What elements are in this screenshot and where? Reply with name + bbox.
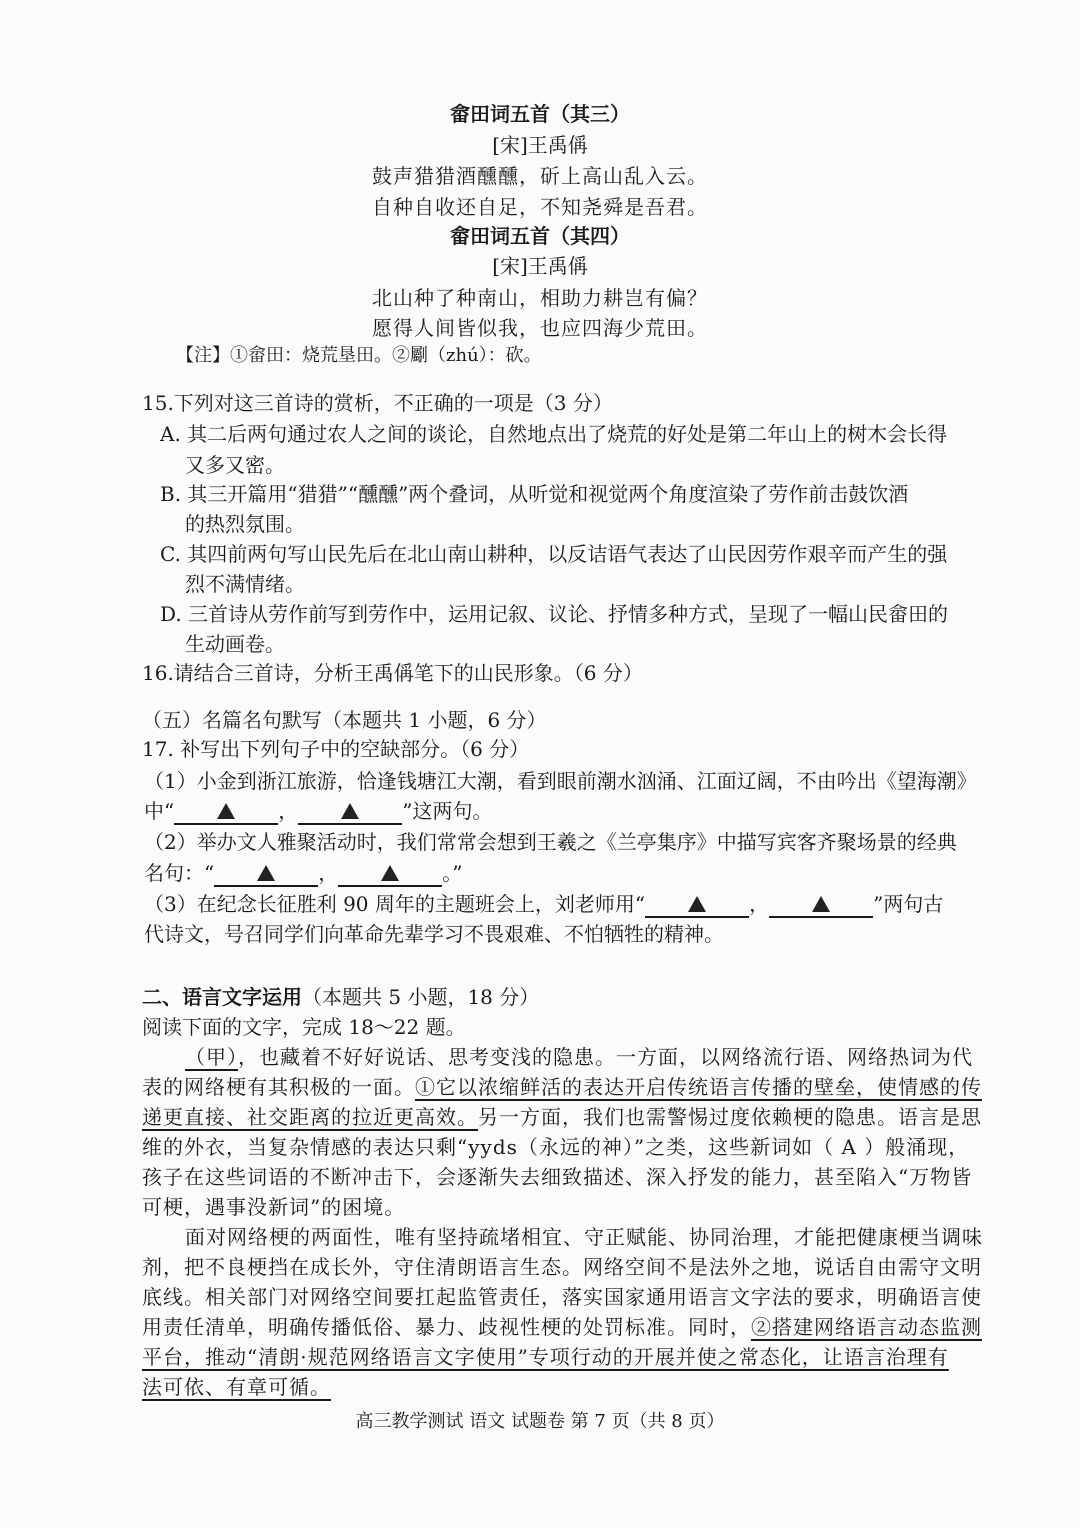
underlined-sentence-2-end: 法可依、有章可循。 [142,1375,331,1399]
triangle-icon [257,865,275,881]
q16-stem: 16.请结合三首诗，分析王禹偁笔下的山民形象。（6 分） [142,661,643,685]
q17-part1: （1）小金到浙江旅游，恰逢钱塘江大潮，看到眼前潮水汹涌、江面辽阔，不由吟出《望海潮》 [144,769,977,793]
poem3-line2: 自种自收还自足，不知尧舜是吾君。 [372,195,708,219]
passage-line-11 [142,1343,949,1371]
passage-line-10 [142,1313,982,1341]
q17-blank-1[interactable] [174,797,278,825]
passage-line-3 [142,1103,982,1131]
q15-option-b-cont: 的热烈氛围。 [185,512,305,536]
q15-option-b: B. 其三开篇用“猎猎”“醺醺”两个叠词，从听觉和视觉两个角度渲染了劳作前击鼓饮酒 [160,482,909,506]
poem3-line1: 鼓声猎猎酒醺醺，斫上高山乱入云。 [372,164,708,188]
passage-line-5: 孩子在这些词语的不断冲击下，会逐渐失去细致描述、深入抒发的能力，甚至陷入“万物皆 [142,1165,973,1189]
triangle-icon [217,803,235,819]
passage-line-2 [142,1073,982,1101]
q15-option-a-cont: 又多又密。 [185,453,285,477]
q17-part2-cont [144,859,462,887]
q17-part3 [144,890,943,918]
q15-option-c-cont: 烈不满情绪。 [185,572,305,596]
q17-blank-4[interactable] [338,859,442,887]
q17-comma-2: ， [318,861,339,885]
passage-blank-jia: （甲） [185,1045,238,1069]
underlined-sentence-1-cont: 递更直接、社交距离的拉近更高效。 [142,1105,478,1129]
underlined-sentence-2-cont: 平台，推动“清朗·规范网络语言文字使用”专项行动的开展并使之常态化，让语言治理有 [142,1345,949,1369]
q17-part3-prefix: （3）在纪念长征胜利 90 周年的主题班会上，刘老师用“ [144,892,646,916]
part2-heading [142,983,539,1011]
poem4-line1: 北山种了种南山，相助力耕岂有偏？ [372,286,708,310]
q17-blank-5[interactable] [645,890,749,918]
q17-blank-3[interactable] [214,859,318,887]
passage-line-3-text: 另一方面，我们也需警惕过度依赖梗的隐患。语言是思 [478,1105,982,1129]
q17-part2-prefix: 名句：“ [144,861,215,885]
passage-line-7: 面对网络梗的两面性，唯有坚持疏堵相宜、守正赋能、协同治理，才能把健康梗当调味 [185,1225,983,1249]
q17-stem: 17. 补写出下列句子中的空缺部分。（6 分） [142,737,530,761]
triangle-icon [341,803,359,819]
q15-option-c: C. 其四前两句写山民先后在北山南山耕种，以反诘语气表达了山民因劳作艰辛而产生的强 [160,542,948,566]
part2-instruction: 阅读下面的文字，完成 18～22 题。 [142,1015,466,1039]
poem4-author: [宋]王禹偁 [492,254,588,278]
q17-part2: （2）举办文人雅聚活动时，我们常常会想到王羲之《兰亭集序》中描写宾客齐聚场景的经典 [144,830,957,854]
q17-part3-suffix: ”两句古 [873,892,944,916]
poem-note: 【注】①畲田：烧荒垦田。②劚（zhú）：砍。 [176,345,542,366]
q15-option-d: D. 三首诗从劳作前写到劳作中，运用记叙、议论、抒情多种方式，呈现了一幅山民畲田的 [160,602,949,626]
poem4-title: 畲田词五首（其四） [450,224,630,248]
q15-stem: 15.下列对这三首诗的赏析，不正确的一项是（3 分） [142,391,613,415]
q17-blank-2[interactable] [298,797,402,825]
q15-option-a: A. 其二后两句通过农人之间的谈论，自然地点出了烧荒的好处是第二年山上的树木会长得 [160,422,948,446]
triangle-icon [688,896,706,912]
q17-part1-prefix: 中“ [144,799,175,823]
poem4-line2: 愿得人间皆似我，也应四海少荒田。 [372,316,708,340]
page-footer: 高三教学测试 语文 试题卷 第 7 页（共 8 页） [355,1411,725,1432]
triangle-icon [381,865,399,881]
q15-option-d-cont: 生动画卷。 [185,632,285,656]
q17-blank-6[interactable] [769,890,873,918]
passage-line-1 [185,1043,973,1071]
poem3-author: [宋]王禹偁 [492,133,588,157]
passage-line-6: 可梗，遇事没新词”的困境。 [142,1195,406,1219]
passage-line-4: 维的外衣，当复杂情感的表达只剩“yyds（永远的神）”之类，这些新词如（ A ）般涌现， [142,1135,970,1159]
passage-line-1-text: ，也藏着不好好说话、思考变浅的隐患。一方面，以网络流行语、网络热词为代 [238,1045,973,1069]
q17-comma-1: ， [278,799,299,823]
triangle-icon [812,896,830,912]
q17-comma-3: ， [749,892,770,916]
q17-part3-cont: 代诗文，号召同学们向革命先辈学习不畏艰难、不怕牺牲的精神。 [144,922,724,946]
underlined-sentence-1: ①它以浓缩鲜活的表达开启传统语言传播的壁垒，使情感的传 [415,1075,982,1099]
passage-line-9: 底线。相关部门对网络空间要扛起监管责任，落实国家通用语言文字法的要求，明确语言使 [142,1285,982,1309]
passage-line-2-text: 表的网络梗有其积极的一面。 [142,1075,415,1099]
q17-part1-cont [144,797,492,825]
part2-heading-info: （本题共 5 小题，18 分） [302,985,540,1009]
passage-line-8: 剂，把不良梗挡在成长外，守住清朗语言生态。网络空间不是法外之地，说话自由需守文明 [142,1255,982,1279]
passage-line-10-text: 用责任清单，明确传播低俗、暴力、歧视性梗的处罚标准。同时， [142,1315,751,1339]
q17-part2-suffix: 。” [442,861,463,885]
passage-line-12 [142,1373,331,1401]
q17-part1-suffix: ”这两句。 [402,799,493,823]
poem3-title: 畲田词五首（其三） [450,102,630,126]
part2-heading-title: 二、语言文字运用 [142,985,302,1009]
section5-heading: （五）名篇名句默写（本题共 1 小题，6 分） [142,708,547,732]
underlined-sentence-2: ②搭建网络语言动态监测 [751,1315,982,1339]
